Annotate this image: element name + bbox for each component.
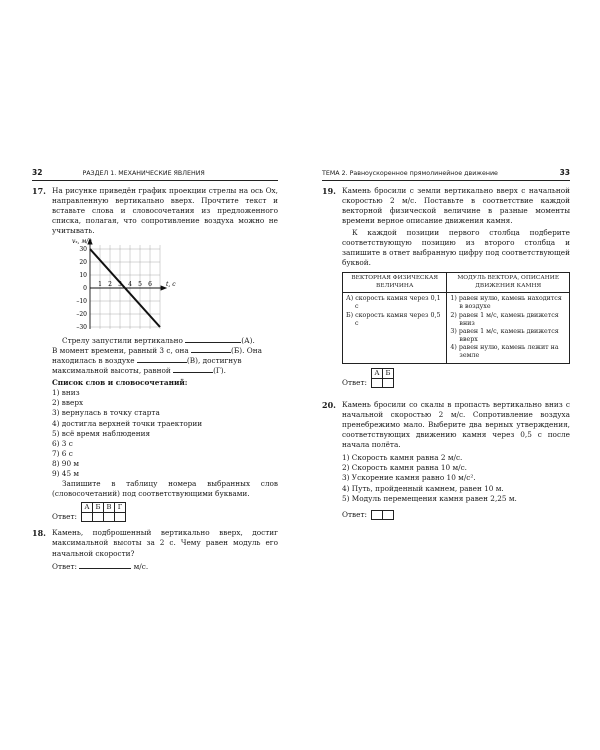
fill-line-letter: (Г). xyxy=(213,366,226,376)
answer-letter: Б xyxy=(92,503,103,513)
question-17 xyxy=(32,186,278,523)
page-number: 32 xyxy=(32,168,43,177)
x-tick: 5 xyxy=(138,281,142,288)
answer-cell[interactable] xyxy=(371,510,382,519)
statement-item: 1) Скорость камня равна 2 м/с. xyxy=(342,453,463,463)
answer-row xyxy=(52,562,278,572)
fill-line xyxy=(52,366,278,376)
list-item: 5) всё время наблюдения xyxy=(52,428,151,438)
answer-letter: А xyxy=(371,368,382,378)
fill-line xyxy=(52,346,278,356)
x-tick: 1 xyxy=(98,281,102,288)
list-item: 7) 6 с xyxy=(52,448,73,458)
right-page-header xyxy=(322,168,570,181)
answer-label: Ответ: xyxy=(342,509,367,519)
page-number: 33 xyxy=(559,168,570,177)
left-page xyxy=(32,168,278,572)
fill-line-letter: (В), достигнув xyxy=(186,356,242,366)
blank-a[interactable] xyxy=(185,342,241,343)
question-text: Камень бросили со скалы в пропасть вертикально вниз с начальной скоростью 2 м/с. Сопротивление воздуха пренебрежимо мало. Выберите два верных утверждения, соответствующих движению камня через 0,5 с после начала полёта. xyxy=(342,400,570,450)
graph-y-ticks xyxy=(76,246,87,331)
answer-grid xyxy=(81,502,126,522)
description-column xyxy=(447,293,570,363)
answer-cell[interactable] xyxy=(382,379,393,388)
statement-item: 3) Ускорение камня равно 10 м/с². xyxy=(342,473,476,483)
fill-line-letter: (Б). Она xyxy=(231,346,262,356)
matching-table xyxy=(342,272,570,363)
list-item: Б) скорость камня через 0,5 с xyxy=(346,311,441,327)
list-item: А) скорость камня через 0,1 с xyxy=(346,295,441,311)
word-list xyxy=(52,388,278,479)
question-number: 17. xyxy=(32,185,46,196)
y-tick: –20 xyxy=(76,311,87,318)
list-item: 4) равен нулю, камень лежит на земле xyxy=(450,344,559,360)
list-item: 2) вверх xyxy=(52,398,84,408)
blank-v[interactable] xyxy=(137,362,187,363)
blank-b[interactable] xyxy=(191,352,231,353)
y-tick: 30 xyxy=(79,246,87,253)
question-text: Камень бросили с земли вертикально вверх с начальной скоростью 2 м/с. Поставьте в соответствие каждой векторной физической величине в разные моменты времени верное описание движения камня. xyxy=(342,185,570,225)
answer-unit: м/с. xyxy=(133,561,149,571)
quantity-column xyxy=(343,293,447,363)
list-item: 1) вниз xyxy=(52,388,80,398)
answer-cell[interactable] xyxy=(103,513,114,522)
list-item: 2) равен 1 м/с, камень движется вниз xyxy=(450,311,559,327)
answer-instruction: Запишите в таблицу номера выбранных слов (словосочетаний) под соответствующими буквами. xyxy=(52,478,278,498)
y-tick: 10 xyxy=(79,272,87,279)
answer-cell[interactable] xyxy=(114,513,125,522)
statement-item: 2) Скорость камня равна 10 м/с. xyxy=(342,463,468,473)
list-item: 3) вернулась в точку старта xyxy=(52,408,160,418)
answer-label: Ответ: xyxy=(342,377,367,387)
list-item: 6) 3 с xyxy=(52,438,73,448)
answer-row xyxy=(342,510,570,520)
answer-label: Ответ: xyxy=(52,561,77,571)
question-18 xyxy=(32,528,278,571)
left-page-header xyxy=(32,168,278,181)
fill-line xyxy=(52,336,278,346)
list-item: 1) равен нулю, камень находится в воздухе xyxy=(450,295,562,311)
topic-title: ТЕМА 2. Равноускоренное прямолинейное движение xyxy=(322,170,498,177)
question-19 xyxy=(322,186,570,388)
statement-list xyxy=(342,453,570,503)
y-tick: 20 xyxy=(79,259,87,266)
graph-ylabel: vₓ, м/с xyxy=(72,238,92,245)
answer-cell[interactable] xyxy=(92,513,103,522)
answer-grid xyxy=(371,368,394,388)
answer-row xyxy=(52,502,278,522)
answer-blank[interactable] xyxy=(79,568,131,569)
question-text: На рисунке приведён график проекции стрелы на ось Ox, направленную вертикально вверх. Прочтите текст и вставьте слова и словосочетания из предложенного списка, полагая, что сопротивление воздуха можно не учитывать. xyxy=(52,185,278,235)
question-20 xyxy=(322,400,570,520)
fill-line-letter: (А). xyxy=(241,336,255,345)
right-page xyxy=(322,168,570,520)
question-number: 19. xyxy=(322,185,336,196)
answer-grid xyxy=(371,510,394,520)
word-list-title: Список слов и словосочетаний: xyxy=(52,378,188,388)
answer-label: Ответ: xyxy=(52,512,77,522)
answer-letter: Б xyxy=(382,368,393,378)
question-number: 18. xyxy=(32,528,46,539)
section-title: РАЗДЕЛ 1. МЕХАНИЧЕСКИЕ ЯВЛЕНИЯ xyxy=(82,170,205,177)
fill-line-text: В момент времени, равный 3 с, она xyxy=(52,346,189,356)
statement-item: 5) Модуль перемещения камня равен 2,25 м. xyxy=(342,493,517,503)
graph-xlabel: t, с xyxy=(166,281,176,288)
answer-cell[interactable] xyxy=(382,510,393,519)
question-instruction: К каждой позиции первого столбца подберите соответствующую позицию из второго столбца и запишите в ответ выбранную цифру под соответствующей буквой. xyxy=(342,227,570,268)
list-item: 4) достигла верхней точки траектории xyxy=(52,418,203,428)
fill-line-text: находилась в воздухе xyxy=(52,356,135,366)
fill-line xyxy=(52,356,278,366)
statement-item: 4) Путь, пройденный камнем, равен 10 м. xyxy=(342,483,504,493)
fill-line-text: максимальной высоты, равной xyxy=(52,366,171,376)
answer-row xyxy=(342,368,570,388)
blank-g[interactable] xyxy=(173,372,213,373)
column-header: МОДУЛЬ ВЕКТОРА, ОПИСАНИЕ ДВИЖЕНИЯ КАМНЯ xyxy=(447,273,570,293)
fill-in-text xyxy=(52,336,278,376)
question-number: 20. xyxy=(322,400,336,410)
answer-cell[interactable] xyxy=(81,513,92,522)
x-tick: 3 xyxy=(118,281,122,288)
x-tick: 6 xyxy=(148,281,152,288)
fill-line-text: Стрелу запустили вертикально xyxy=(62,336,183,345)
y-tick: –10 xyxy=(76,298,87,305)
column-header: ВЕКТОРНАЯ ФИЗИЧЕСКАЯ ВЕЛИЧИНА xyxy=(343,273,447,293)
x-tick: 4 xyxy=(128,281,132,288)
list-item: 9) 45 м xyxy=(52,468,80,478)
question-text: Камень, подброшенный вертикально вверх, достиг максимальной высоты за 2 с. Чему равен модуль его начальной скорости? xyxy=(52,528,278,558)
answer-letter: Г xyxy=(114,503,125,513)
velocity-time-graph xyxy=(60,237,190,335)
answer-letter: А xyxy=(81,503,92,513)
y-tick: 0 xyxy=(83,285,87,292)
list-item: 8) 90 м xyxy=(52,458,80,468)
x-tick: 2 xyxy=(108,281,112,288)
y-tick: –30 xyxy=(76,324,87,331)
list-item: 3) равен 1 м/с, камень движется вверх xyxy=(450,327,559,344)
answer-letter: В xyxy=(103,503,114,513)
answer-cell[interactable] xyxy=(371,379,382,388)
